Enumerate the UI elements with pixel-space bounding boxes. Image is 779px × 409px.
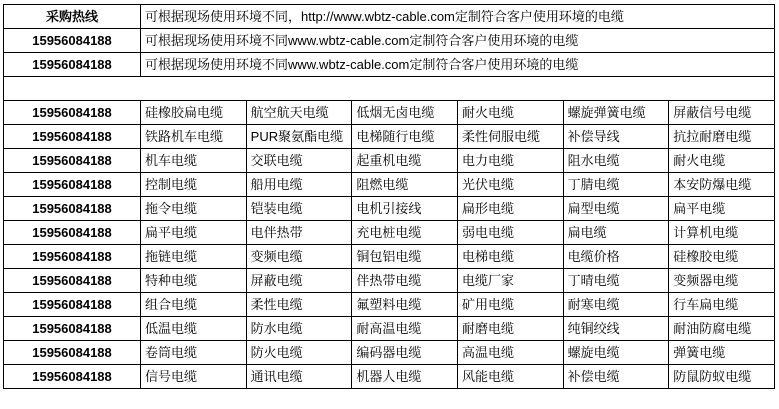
product-cell: 丁晴电缆 [563, 269, 669, 293]
product-cell: 扁型电缆 [563, 197, 669, 221]
phone-number: 15956084188 [4, 269, 141, 293]
cable-product-table [3, 4, 775, 389]
product-cell: 耐高温电缆 [352, 317, 458, 341]
product-cell: PUR聚氨酯电缆 [246, 125, 352, 149]
table-row [4, 221, 775, 245]
product-cell: 船用电缆 [246, 173, 352, 197]
product-cell: 通讯电缆 [246, 365, 352, 389]
table-row [4, 293, 775, 317]
product-cell: 丁腈电缆 [563, 173, 669, 197]
product-cell: 补偿导线 [563, 125, 669, 149]
product-cell: 耐火电缆 [669, 149, 775, 173]
product-cell: 氟塑料电缆 [352, 293, 458, 317]
product-cell: 伴热带电缆 [352, 269, 458, 293]
product-cell: 拖链电缆 [141, 245, 247, 269]
table-row [4, 101, 775, 125]
product-cell: 补偿电缆 [563, 365, 669, 389]
table-row [4, 365, 775, 389]
phone-number: 15956084188 [4, 245, 141, 269]
product-cell: 起重机电缆 [352, 149, 458, 173]
product-cell: 特种电缆 [141, 269, 247, 293]
product-cell: 电缆厂家 [457, 269, 563, 293]
product-cell: 矿用电缆 [457, 293, 563, 317]
table-row [4, 197, 775, 221]
product-cell: 航空航天电缆 [246, 101, 352, 125]
product-cell: 铜包铝电缆 [352, 245, 458, 269]
product-cell: 弹簧电缆 [669, 341, 775, 365]
product-cell: 扁形电缆 [457, 197, 563, 221]
product-cell: 耐寒电缆 [563, 293, 669, 317]
product-cell: 防水电缆 [246, 317, 352, 341]
spacer-cell [4, 77, 775, 101]
product-cell: 弱电电缆 [457, 221, 563, 245]
product-cell: 柔性伺服电缆 [457, 125, 563, 149]
product-cell: 硅橡胶电缆 [669, 245, 775, 269]
phone-number: 15956084188 [4, 317, 141, 341]
product-cell: 控制电缆 [141, 173, 247, 197]
table-row [4, 245, 775, 269]
table-row-banner-2 [4, 53, 775, 77]
product-cell: 电伴热带 [246, 221, 352, 245]
table-spacer-row [4, 77, 775, 101]
purchase-hotline-header: 采购热线 [4, 5, 141, 29]
product-cell: 高温电缆 [457, 341, 563, 365]
product-cell: 螺旋电缆 [563, 341, 669, 365]
product-cell: 铁路机车电缆 [141, 125, 247, 149]
phone-number: 15956084188 [4, 221, 141, 245]
product-cell: 机器人电缆 [352, 365, 458, 389]
product-cell: 行车扁电缆 [669, 293, 775, 317]
product-cell: 柔性电缆 [246, 293, 352, 317]
banner-text-2: 可根据现场使用环境不同www.wbtz-cable.com定制符合客户使用环境的电缆 [141, 53, 775, 77]
product-cell: 铠装电缆 [246, 197, 352, 221]
banner-text-0: 可根据现场使用环境不同，http://www.wbtz-cable.com定制符合客户使用环境的电缆 [141, 5, 775, 29]
product-cell: 螺旋弹簧电缆 [563, 101, 669, 125]
product-cell: 防鼠防蚁电缆 [669, 365, 775, 389]
table-row [4, 173, 775, 197]
product-cell: 屏蔽信号电缆 [669, 101, 775, 125]
product-cell: 拖令电缆 [141, 197, 247, 221]
product-cell: 编码器电缆 [352, 341, 458, 365]
table-row [4, 317, 775, 341]
product-cell: 屏蔽电缆 [246, 269, 352, 293]
product-cell: 充电桩电缆 [352, 221, 458, 245]
banner-text-1: 可根据现场使用环境不同www.wbtz-cable.com定制符合客户使用环境的电缆 [141, 29, 775, 53]
product-cell: 耐火电缆 [457, 101, 563, 125]
product-cell: 防火电缆 [246, 341, 352, 365]
table-row-banner-0 [4, 5, 775, 29]
product-cell: 纯铜绞线 [563, 317, 669, 341]
product-cell: 风能电缆 [457, 365, 563, 389]
phone-number: 15956084188 [4, 293, 141, 317]
product-cell: 阻燃电缆 [352, 173, 458, 197]
product-cell: 机车电缆 [141, 149, 247, 173]
product-cell: 阻水电缆 [563, 149, 669, 173]
product-cell: 交联电缆 [246, 149, 352, 173]
product-cell: 耐磨电缆 [457, 317, 563, 341]
product-cell: 变频器电缆 [669, 269, 775, 293]
table-row [4, 125, 775, 149]
phone-number: 15956084188 [4, 53, 141, 77]
product-cell: 本安防爆电缆 [669, 173, 775, 197]
product-cell: 电机引接线 [352, 197, 458, 221]
phone-number: 15956084188 [4, 173, 141, 197]
phone-number: 15956084188 [4, 365, 141, 389]
phone-number: 15956084188 [4, 29, 141, 53]
product-cell: 组合电缆 [141, 293, 247, 317]
table-row-banner-1 [4, 29, 775, 53]
product-cell: 低烟无卤电缆 [352, 101, 458, 125]
table-row [4, 269, 775, 293]
product-cell: 扁电缆 [563, 221, 669, 245]
product-cell: 卷筒电缆 [141, 341, 247, 365]
product-cell: 计算机电缆 [669, 221, 775, 245]
table-body [4, 5, 775, 389]
phone-number: 15956084188 [4, 341, 141, 365]
product-cell: 电缆价格 [563, 245, 669, 269]
product-cell: 电力电缆 [457, 149, 563, 173]
product-cell: 信号电缆 [141, 365, 247, 389]
phone-number: 15956084188 [4, 197, 141, 221]
phone-number: 15956084188 [4, 125, 141, 149]
table-row [4, 341, 775, 365]
product-cell: 变频电缆 [246, 245, 352, 269]
phone-number: 15956084188 [4, 101, 141, 125]
product-cell: 电梯电缆 [457, 245, 563, 269]
product-cell: 电梯随行电缆 [352, 125, 458, 149]
product-cell: 扁平电缆 [141, 221, 247, 245]
product-cell: 低温电缆 [141, 317, 247, 341]
phone-number: 15956084188 [4, 149, 141, 173]
product-cell: 硅橡胶扁电缆 [141, 101, 247, 125]
product-cell: 扁平电缆 [669, 197, 775, 221]
product-cell: 光伏电缆 [457, 173, 563, 197]
product-cell: 抗拉耐磨电缆 [669, 125, 775, 149]
product-cell: 耐油防腐电缆 [669, 317, 775, 341]
table-row [4, 149, 775, 173]
